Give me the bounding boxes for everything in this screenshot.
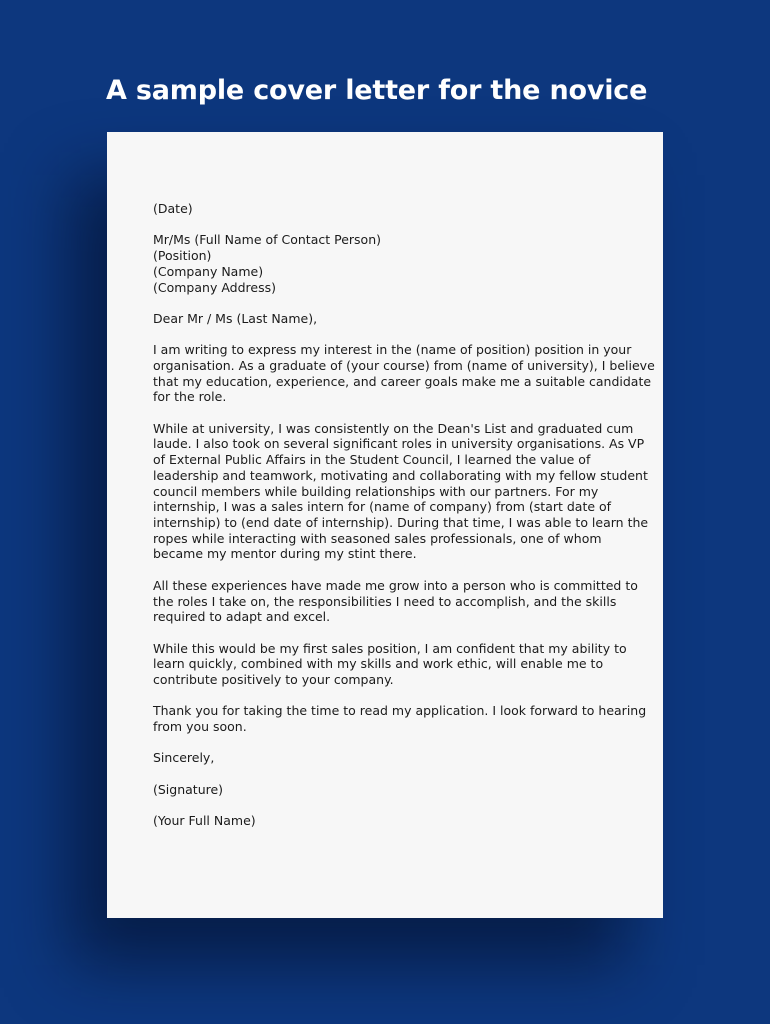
paragraph-line: internship) to (end date of internship). During that time, I was able to learn the bbox=[153, 515, 649, 530]
letter-date-text: (Date) bbox=[153, 201, 193, 216]
paragraph-thanks bbox=[153, 703, 647, 735]
paragraph-line: organisation. As a graduate of (your course) from (name of university), I believe bbox=[153, 357, 655, 373]
paragraph-line: that my education, experience, and career goals make me a suitable candidate bbox=[153, 373, 652, 389]
paragraph-line: council members while building relationships with our partners. For my bbox=[153, 483, 599, 499]
signature-text: (Signature) bbox=[153, 781, 224, 797]
letter-date bbox=[153, 201, 623, 217]
paragraph-intro bbox=[153, 342, 655, 405]
page-title: A sample cover letter for the novice bbox=[106, 75, 648, 106]
paragraph-line: I am writing to express my interest in the (name of position) position in your bbox=[153, 342, 632, 358]
paragraph-growth bbox=[153, 577, 638, 625]
paragraph-line: While this would be my first sales position, I am confident that my ability to bbox=[153, 640, 627, 656]
paragraph-line: became my mentor during my stint there. bbox=[153, 546, 417, 562]
salutation-text: Dear Mr / Ms (Last Name), bbox=[153, 310, 318, 326]
paragraph-line: ropes while interacting with seasoned sales professionals, one of whom bbox=[153, 530, 602, 546]
recipient-line: (Company Name) bbox=[153, 263, 264, 279]
paragraph-line: contribute positively to your company. bbox=[153, 672, 394, 687]
full-name-text: (Your Full Name) bbox=[153, 813, 256, 829]
recipient-block bbox=[153, 232, 623, 295]
paragraph-line: Thank you for taking the time to read my application. I look forward to hearing bbox=[153, 703, 647, 719]
paragraph-line: of External Public Affairs in the Student Council, I learned the value of bbox=[153, 452, 591, 468]
cover-letter-page bbox=[107, 132, 663, 918]
paragraph-line: While at university, I was consistently on the Dean's List and graduated cum bbox=[153, 420, 634, 436]
closing bbox=[153, 750, 623, 766]
signature bbox=[153, 782, 623, 798]
recipient-line: Mr/Ms (Full Name of Contact Person) bbox=[153, 232, 381, 248]
paragraph-experience bbox=[153, 420, 649, 562]
recipient-line: (Company Address) bbox=[153, 279, 276, 295]
paragraph-line: the roles I take on, the responsibilities I need to accomplish, and the skills bbox=[153, 593, 617, 609]
paragraph-line: laude. I also took on several significant roles in university organisations. As VP bbox=[153, 436, 645, 452]
full-name bbox=[153, 813, 623, 829]
paragraph-line: learn quickly, combined with my skills and work ethic, will enable me to bbox=[153, 656, 604, 672]
paragraph-line: for the role. bbox=[153, 389, 227, 405]
closing-text: Sincerely, bbox=[153, 750, 215, 766]
paragraph-confidence bbox=[153, 640, 627, 688]
paragraph-line: from you soon. bbox=[153, 719, 247, 735]
paragraph-line: leadership and teamwork, motivating and collaborating with my fellow student bbox=[153, 467, 648, 483]
paragraph-line: required to adapt and excel. bbox=[153, 609, 331, 625]
recipient-line: (Position) bbox=[153, 248, 212, 264]
paragraph-line: internship, I was a sales intern for (name of company) from (start date of bbox=[153, 499, 612, 515]
salutation bbox=[153, 311, 623, 327]
paragraph-line: All these experiences have made me grow into a person who is committed to bbox=[153, 577, 638, 593]
